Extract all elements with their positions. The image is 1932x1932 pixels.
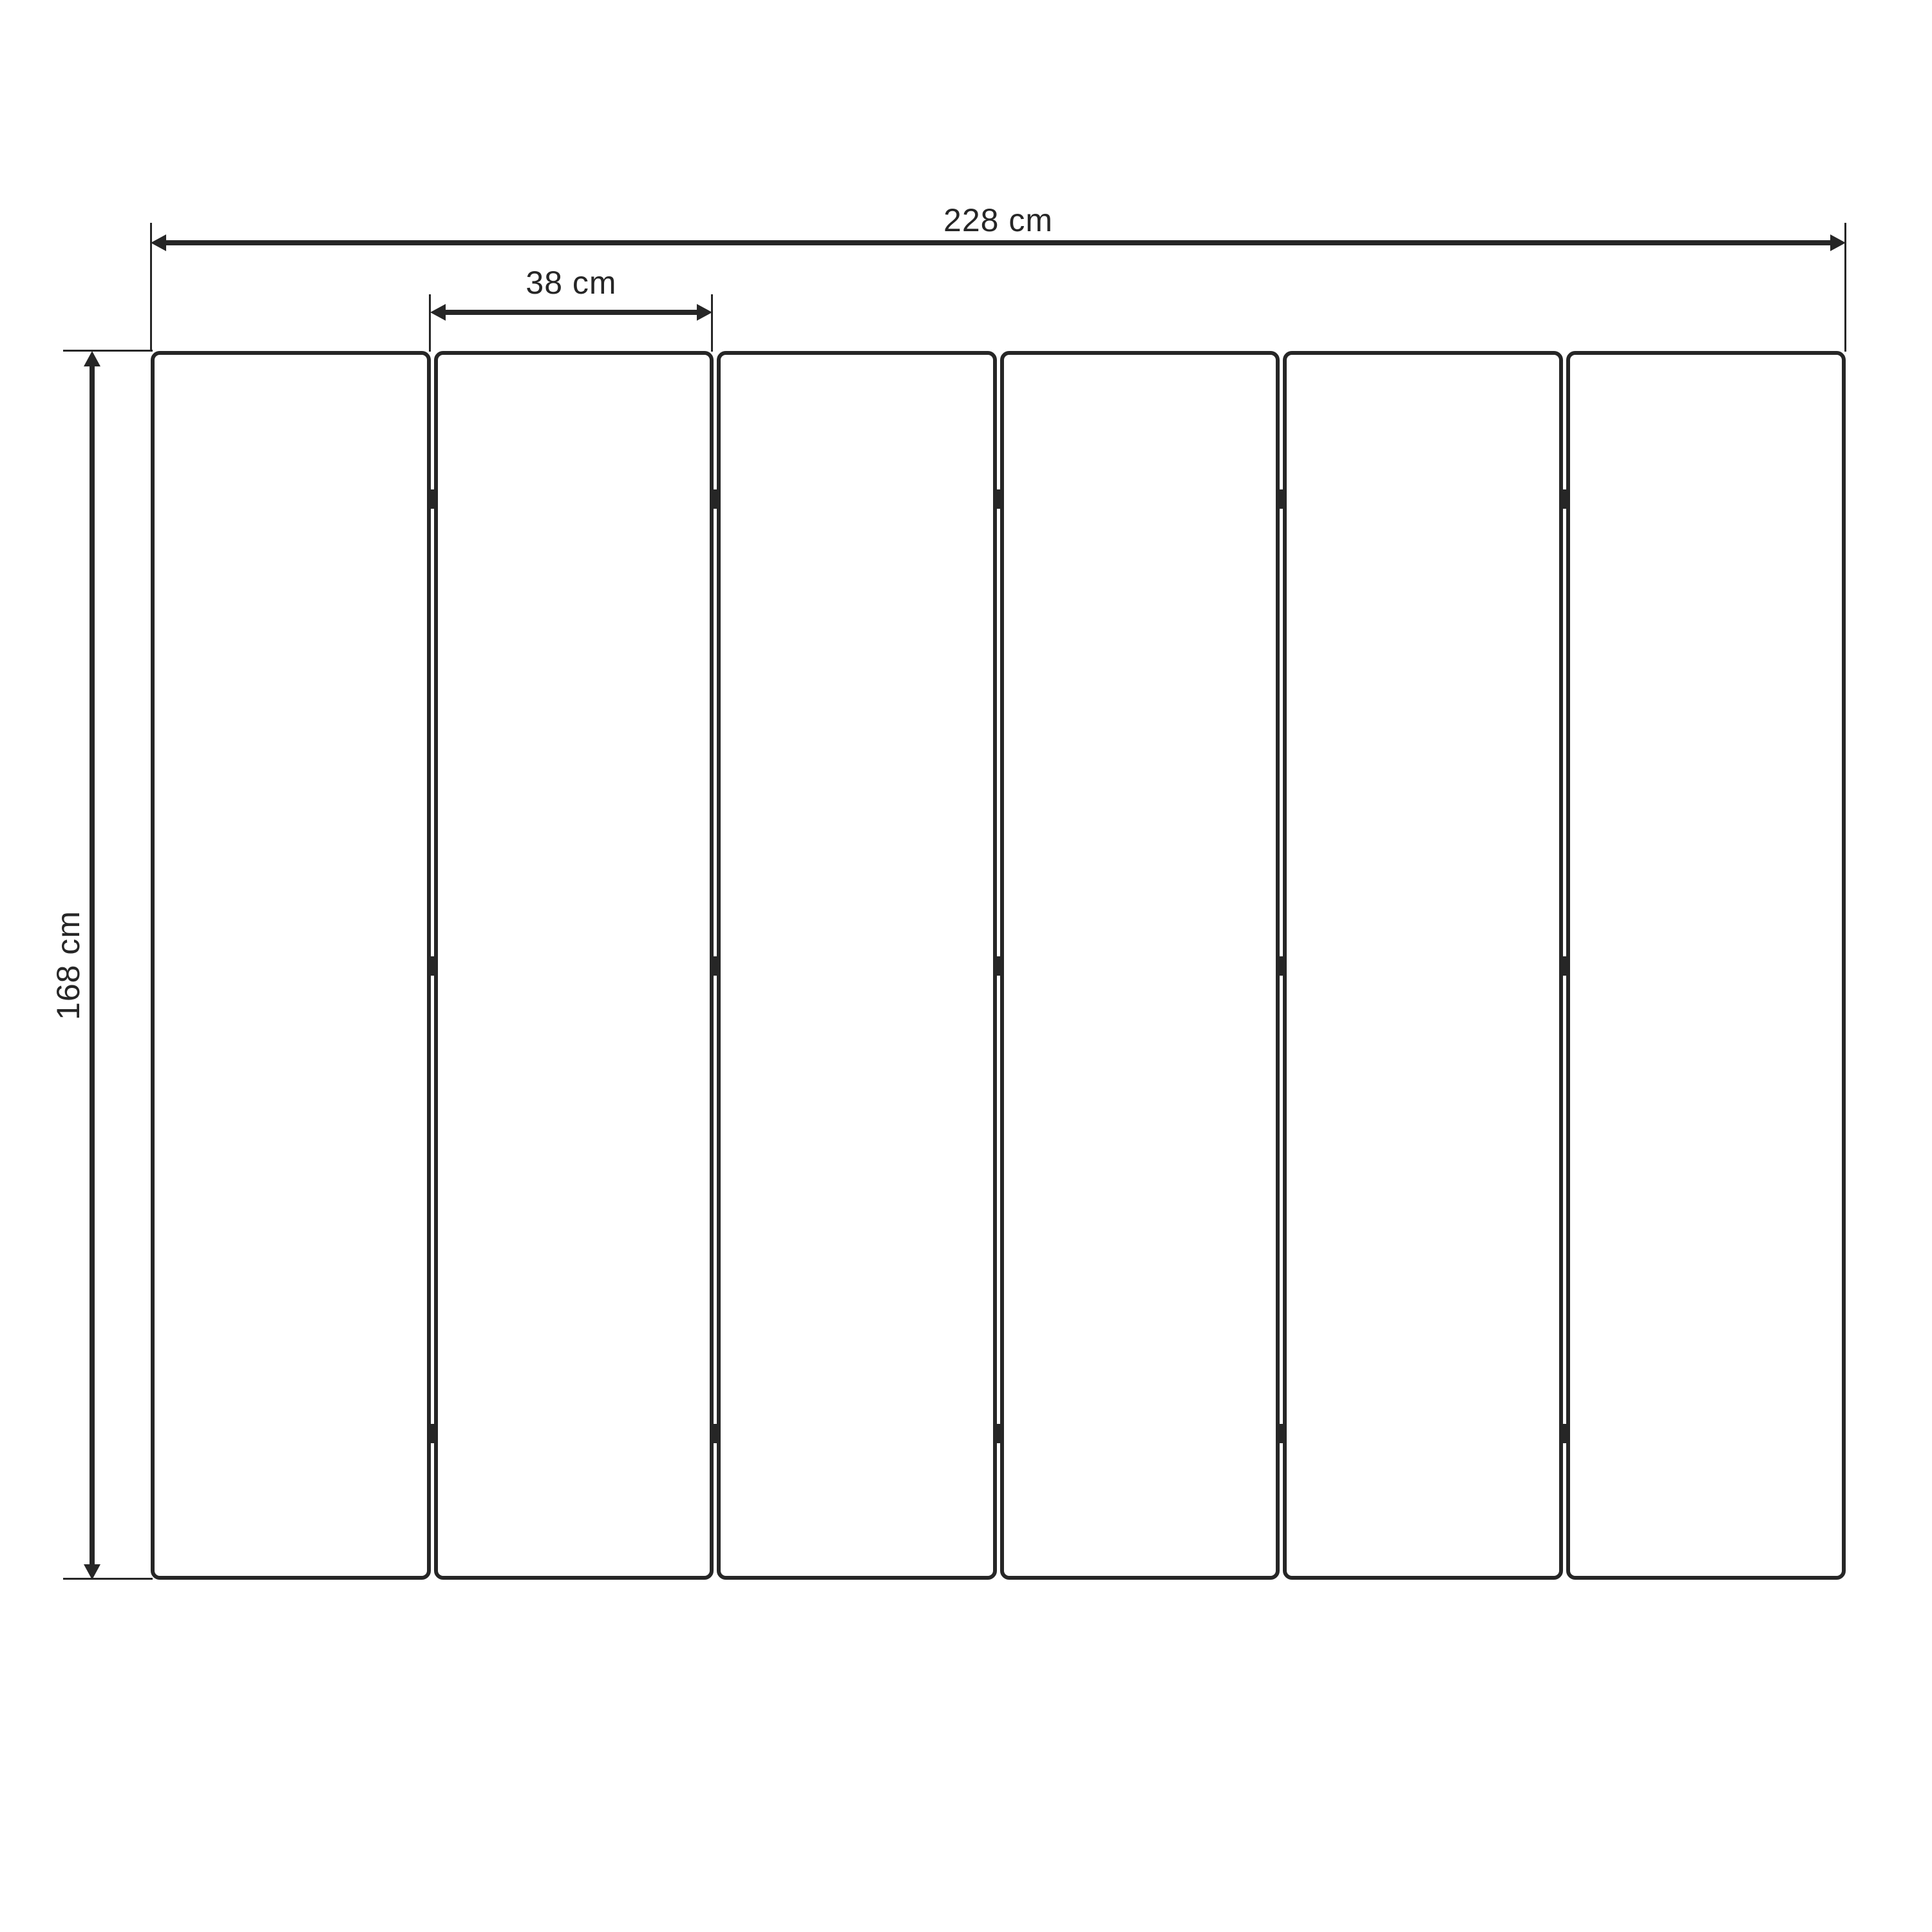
hinge <box>428 1424 437 1443</box>
extension-line <box>711 294 713 352</box>
hinge-column <box>994 351 1003 1580</box>
panel <box>1566 351 1846 1580</box>
hinge <box>994 1424 1003 1443</box>
dimension-line <box>435 310 707 315</box>
hinge <box>1276 956 1286 976</box>
height-dimension-line <box>83 351 101 1580</box>
hinge <box>994 489 1003 509</box>
panel <box>434 351 714 1580</box>
hinge-column <box>428 351 437 1580</box>
panel <box>151 351 431 1580</box>
panel <box>1000 351 1280 1580</box>
panel-width-dimension-label: 38 cm <box>526 265 617 301</box>
hinge <box>428 956 437 976</box>
extension-line <box>150 223 152 352</box>
panel <box>717 351 997 1580</box>
hinge <box>1560 1424 1569 1443</box>
hinge <box>710 956 720 976</box>
hinge-column <box>710 351 720 1580</box>
panel <box>1283 351 1563 1580</box>
arrowhead-right-icon <box>697 304 712 321</box>
extension-line <box>63 1578 153 1580</box>
panel-width-dimension-line <box>430 303 712 321</box>
hinge <box>710 1424 720 1443</box>
extension-line <box>1844 223 1846 352</box>
hinge <box>1276 1424 1286 1443</box>
extension-line <box>429 294 431 352</box>
hinge-column <box>1276 351 1286 1580</box>
hinge <box>1560 489 1569 509</box>
total-width-dimension-label: 228 cm <box>943 202 1053 238</box>
hinge <box>428 489 437 509</box>
hinge-column <box>1560 351 1569 1580</box>
extension-line <box>63 350 153 352</box>
hinge <box>1276 489 1286 509</box>
height-dimension-label-text: 168 cm <box>50 911 86 1020</box>
total-width-dimension-line <box>151 234 1846 252</box>
arrowhead-right-icon <box>1830 234 1846 251</box>
dimension-line <box>90 356 95 1575</box>
hinge <box>994 956 1003 976</box>
hinge <box>710 489 720 509</box>
dimension-line <box>156 240 1841 245</box>
hinge <box>1560 956 1569 976</box>
